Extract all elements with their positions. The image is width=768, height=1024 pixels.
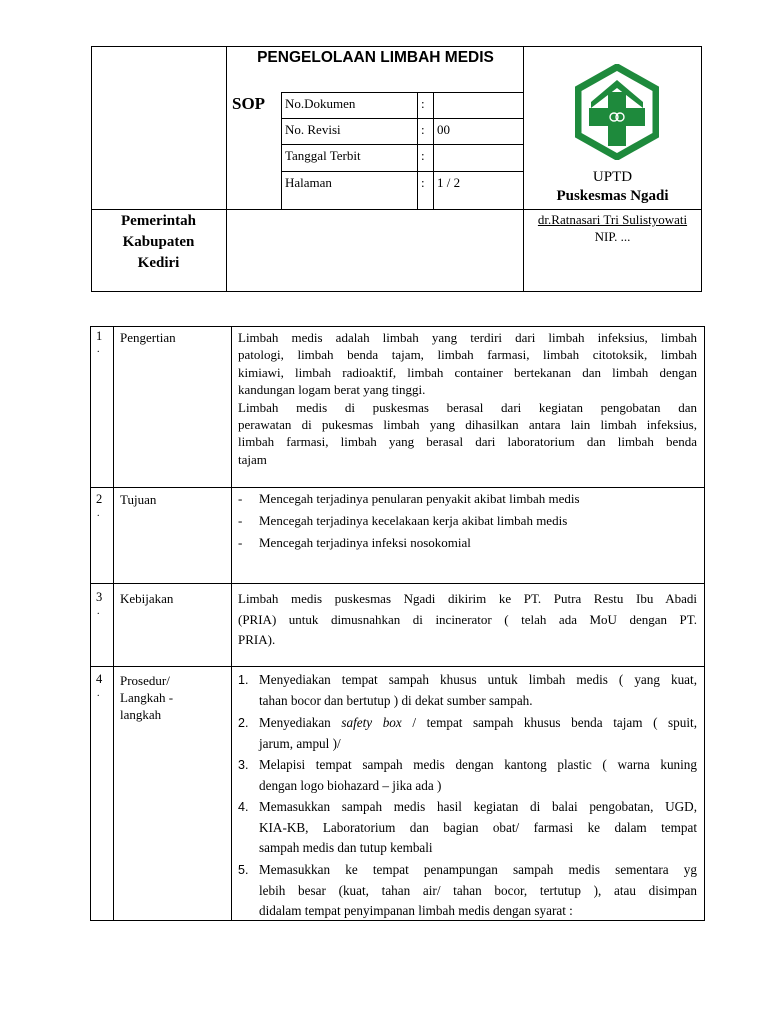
text-line: perawatan di pukesmas limbah yang dihasilkan antara lain limbah infeksius, [238,417,697,433]
meta-label-no-dokumen: No.Dokumen [285,96,356,111]
step-number: 1. [238,673,249,687]
puskesmas-logo-icon [575,64,659,160]
step-text [259,670,697,711]
section-number: 1 [96,329,103,343]
text-line: Menyediakan tempat sampah khusus untuk limbah medis ( yang kuat, [259,672,697,687]
text-line: Limbah medis puskesmas Ngadi dikirim ke PT. Putra Restu Ibu Abadi [238,591,697,606]
procedure-step [238,797,697,859]
signer-nip: NIP. ... [594,229,631,244]
section-number-dot: . [97,606,100,617]
bullet-dash: - [238,491,243,506]
section-label-kebijakan: Kebijakan [120,591,174,606]
section-label-tujuan: Tujuan [120,492,157,507]
org-right [524,168,701,206]
document-title: PENGELOLAAN LIMBAH MEDIS [257,49,494,66]
meta-colon: : [421,148,425,163]
section-label-pengertian: Pengertian [120,330,176,345]
text-line: Limbah medis di puskesmas berasal dari kegiatan pengobatan dan [238,399,697,415]
step-text [259,713,697,754]
bullet-dash: - [238,535,243,550]
text-fragment: Menyediakan [259,715,342,730]
meta-value-halaman: 1 / 2 [437,175,461,190]
text-line: kimiawi, limbah radioaktif, limbah container bertekanan dan limbah dengan [238,364,697,380]
org-right-line: UPTD [592,169,633,185]
org-left-line: Kediri [137,255,180,271]
section-content-pengertian [238,329,697,468]
org-right-line: Puskesmas Ngadi [556,188,669,204]
procedure-step [238,713,697,754]
bullet-dash: - [238,513,243,528]
procedure-step [238,860,697,922]
meta-label-tanggal-terbit: Tanggal Terbit [285,148,361,163]
signer-name: dr.Ratnasari Tri Sulistyowati [537,212,688,227]
org-left [91,211,226,274]
meta-label-no-revisi: No. Revisi [285,122,341,137]
org-left-line: Pemerintah [121,213,196,229]
text-line: Melapisi tempat sampah medis dengan kantong plastic ( warna kuning [259,757,697,772]
section-content-kebijakan [238,589,697,651]
signer-block [524,211,701,245]
text-line [259,713,697,734]
label-line: langkah [120,707,162,722]
list-item-text: Mencegah terjadinya kecelakaan kerja akibat limbah medis [259,513,568,528]
meta-colon: : [421,96,425,111]
list-item [238,512,567,529]
meta-colon: : [421,122,425,137]
text-line: tahan bocor dan bertutup ) di dekat sumber sampah. [259,692,533,708]
text-line: patologi, limbah benda tajam, limbah farmasi, limbah citotoksik, limbah [238,347,697,363]
procedure-step [238,755,697,796]
step-number: 3. [238,758,249,772]
step-text [259,755,697,796]
sop-label: SOP [232,94,266,113]
text-line: kandungan logam berat yang tinggi. [238,382,426,398]
list-item-text: Mencegah terjadinya penularan penyakit akibat limbah medis [259,491,580,506]
text-line: dengan logo biohazard – jika ada ) [259,777,442,793]
meta-colon: : [421,175,425,190]
text-line: Limbah medis adalah limbah yang terdiri dari limbah infeksius, limbah [238,330,697,345]
org-left-line: Kabupaten [122,234,195,250]
text-fragment: / tempat sampah khusus benda tajam ( spuit, [401,715,697,730]
text-line: PRIA). [238,632,276,647]
text-line: limbah farmasi, limbah yang berasal dari laboratorium dan limbah benda [238,434,697,450]
list-item-text: Mencegah terjadinya infeksi nosokomial [259,535,471,550]
label-line: Prosedur/ [120,673,170,688]
text-line: (PRIA) untuk dimusnahkan di incinerator ( telah ada MoU dengan PT. [238,611,697,627]
section-number: 3 [96,590,103,604]
section-number-dot: . [97,508,100,519]
text-line: lebih besar (kuat, tahan air/ tahan bocor, tertutup ), atau disimpan [259,882,697,898]
meta-label-halaman: Halaman [285,175,332,190]
procedure-step [238,670,697,711]
section-number-dot: . [97,344,100,355]
text-line: KIA-KB, Laboratorium dan bagian obat/ farmasi ke dalam tempat [259,819,697,835]
label-line: Langkah - [120,690,174,705]
meta-value-no-revisi: 00 [437,122,450,137]
text-line: didalam tempat penyimpanan limbah medis dengan syarat : [259,903,573,918]
text-line: tajam [238,451,267,467]
text-line: Memasukkan sampah medis hasil kegiatan di balai pengobatan, UGD, [259,799,697,814]
list-item [238,534,471,551]
section-number: 2 [96,492,103,506]
list-item [238,490,580,507]
section-label-prosedur [120,672,228,723]
text-line: Memasukkan ke tempat penampungan sampah medis sementara yg [259,862,697,877]
step-text [259,860,697,922]
step-number: 4. [238,800,249,814]
step-number: 2. [238,716,249,730]
step-number: 5. [238,863,249,877]
text-line: jarum, ampul )/ [259,735,341,751]
text-line: sampah medis dan tutup kembali [259,840,433,855]
section-number: 4 [96,672,103,686]
text-fragment-italic: safety box [341,715,402,730]
section-number-dot: . [97,688,100,699]
step-text [259,797,697,859]
